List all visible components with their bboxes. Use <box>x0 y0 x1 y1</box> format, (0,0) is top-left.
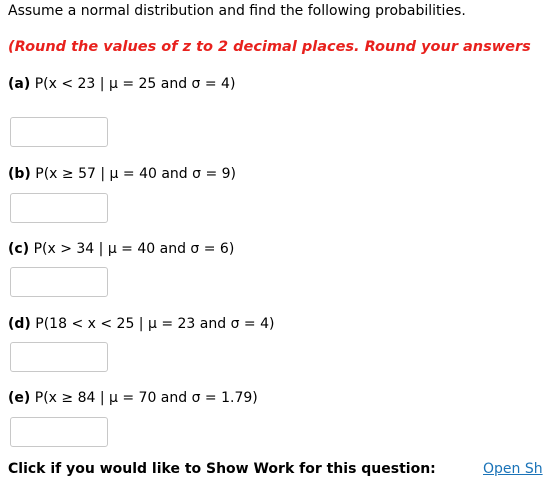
question-label: (a) <box>8 76 31 92</box>
question-d <box>8 316 274 332</box>
question-a <box>8 76 235 92</box>
question-expression: P(x ≥ 57 | μ = 40 and σ = 9) <box>35 166 236 182</box>
instructions-text: Assume a normal distribution and find the following probabilities. <box>8 3 466 19</box>
question-expression: P(x ≥ 84 | μ = 70 and σ = 1.79) <box>34 390 258 406</box>
question-label: (d) <box>8 316 31 332</box>
question-label: (e) <box>8 390 31 406</box>
question-label: (c) <box>8 241 30 257</box>
question-b <box>8 166 236 182</box>
question-c <box>8 241 234 257</box>
answer-input-c[interactable] <box>10 267 108 297</box>
question-expression: P(18 < x < 25 | μ = 23 and σ = 4) <box>35 316 275 332</box>
question-expression: P(x < 23 | μ = 25 and σ = 4) <box>34 76 236 92</box>
answer-input-e[interactable] <box>10 417 108 447</box>
answer-input-a[interactable] <box>10 117 108 147</box>
answer-input-d[interactable] <box>10 342 108 372</box>
question-expression: P(x > 34 | μ = 40 and σ = 6) <box>33 241 235 257</box>
show-work-prompt: Click if you would like to Show Work for this question: <box>8 461 436 477</box>
answer-input-b[interactable] <box>10 193 108 223</box>
rounding-instruction: (Round the values of z to 2 decimal places. Round your answers <box>8 39 531 55</box>
open-show-work-link[interactable]: Open Sh <box>483 461 543 477</box>
question-label: (b) <box>8 166 31 182</box>
question-e <box>8 390 258 406</box>
